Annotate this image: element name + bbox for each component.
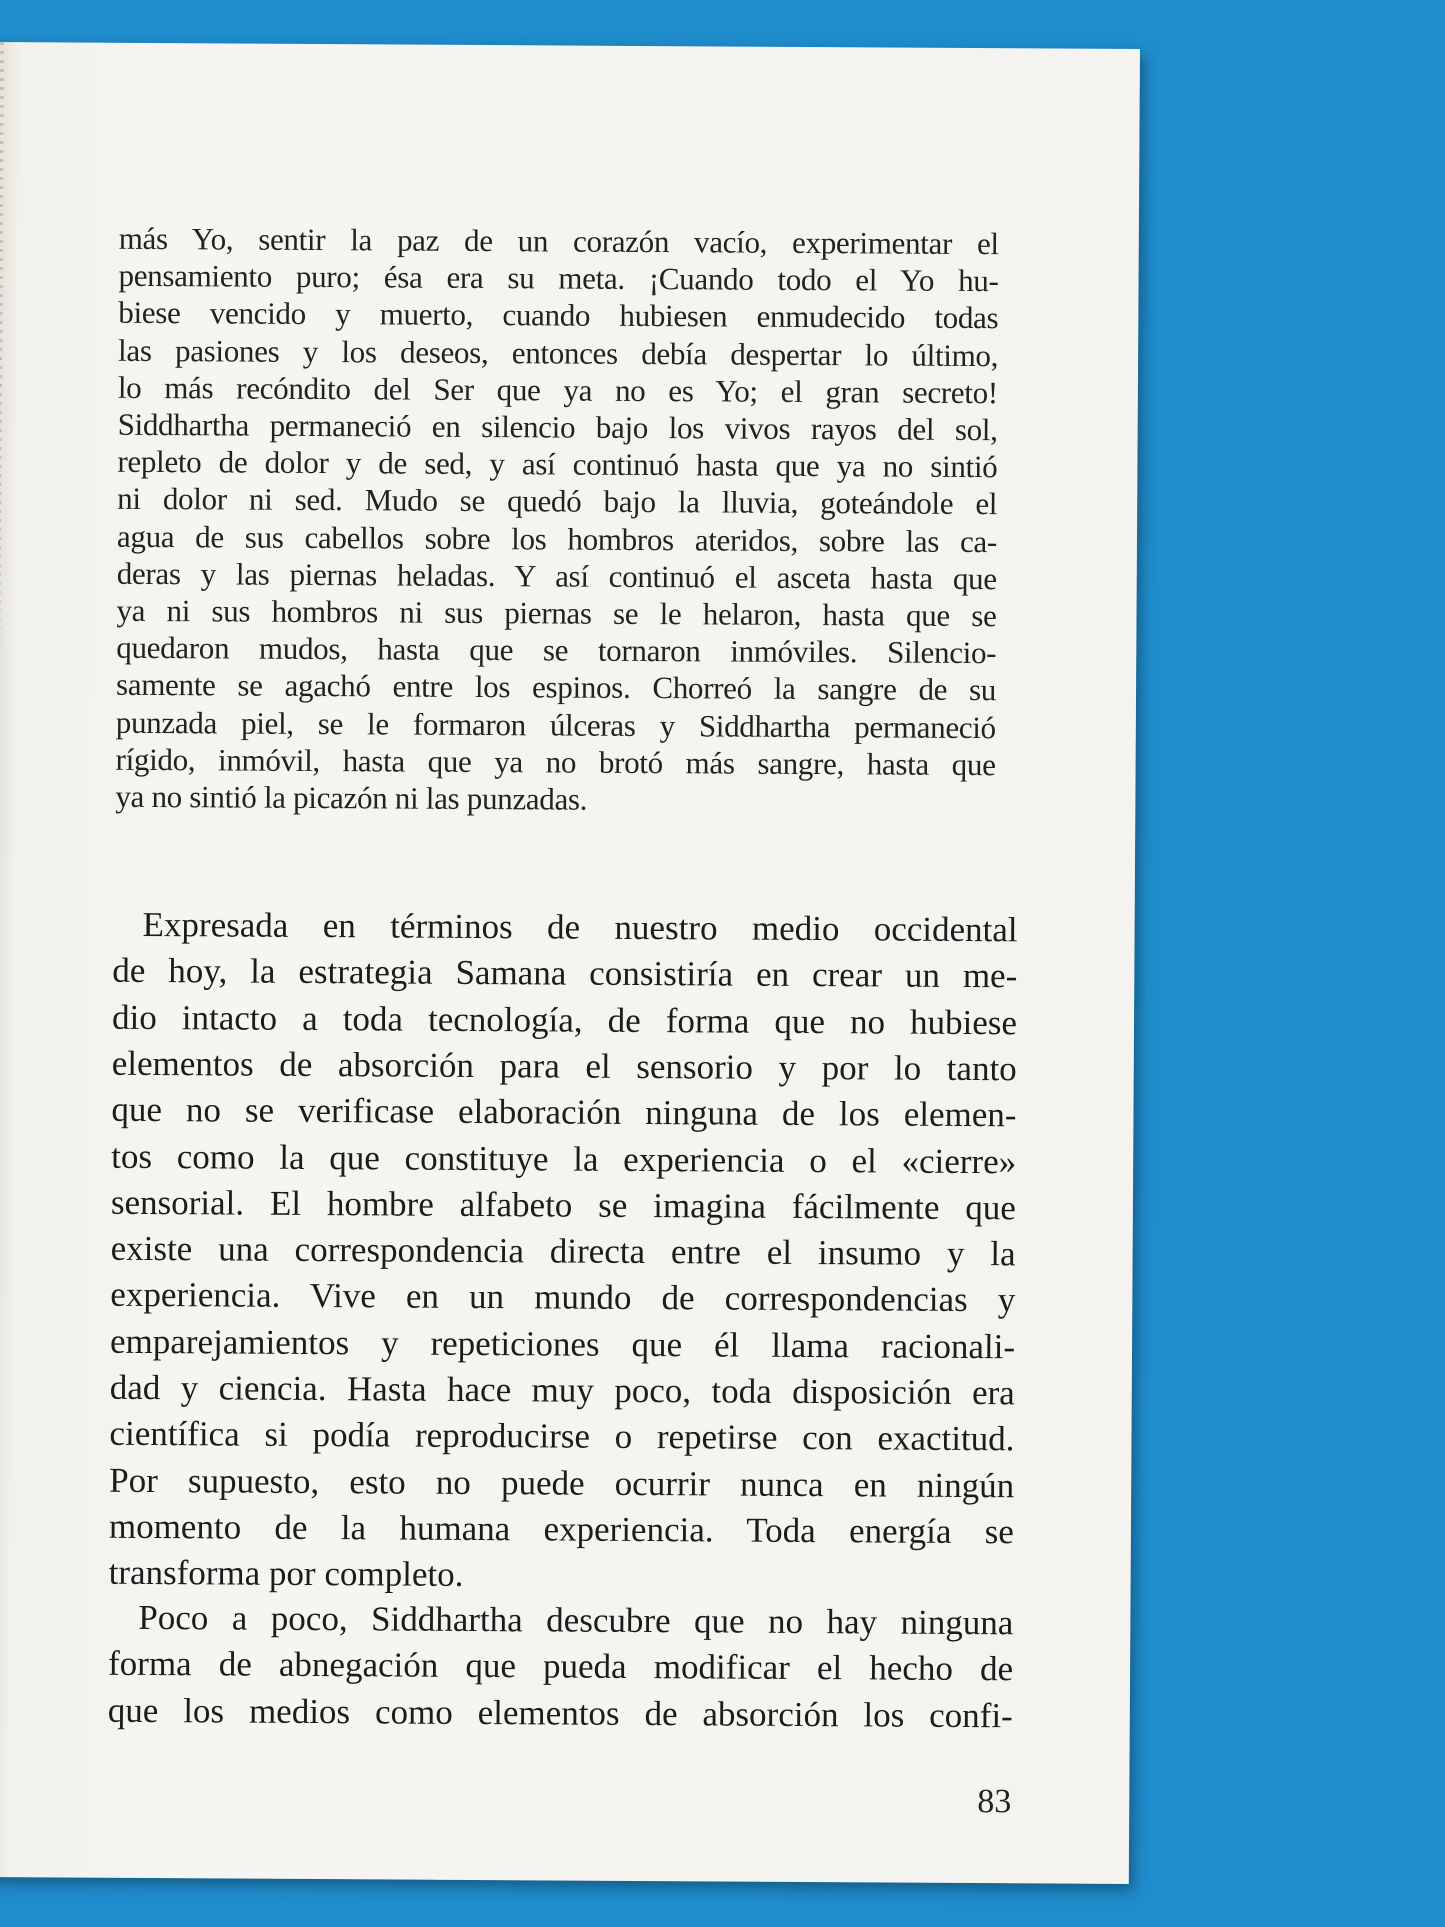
text-line: que no se verificase elaboración ninguna de los elemen-: [111, 1089, 1017, 1135]
text-line: Siddhartha permaneció en silencio bajo los vivos rayos del sol,: [117, 406, 998, 448]
text-line: ni dolor ni sed. Mudo se quedó bajo la lluvia, goteándole el: [117, 481, 998, 522]
text-line: dad y ciencia. Hasta hace muy poco, toda disposición era: [109, 1367, 1015, 1413]
text-line: más Yo, sentir la paz de un corazón vacío, experimentar el: [118, 220, 999, 262]
text-line: las pasiones y los deseos, entonces debía despertar lo último,: [118, 332, 999, 373]
text-line: samente se agachó entre los espinos. Chorreó la sangre de su: [115, 667, 997, 708]
text-line: quedaron mudos, hasta que se tornaron inmóviles. Silencio-: [116, 629, 997, 671]
text-line: Expresada en términos de nuestro medio occidental: [142, 904, 1018, 950]
text-line: existe una correspondencia directa entre el insumo y la: [110, 1228, 1016, 1274]
page-number: 83: [977, 1783, 1012, 1821]
paragraph-1: [0, 42, 1140, 817]
text-line: dio intacto a toda tecnología, de forma que no hubiese: [111, 997, 1018, 1042]
book-page: [0, 42, 1140, 1884]
text-line: lo más recóndito del Ser que ya no es Yo; el gran secreto!: [117, 369, 998, 410]
text-line: científica si podía reproducirse o repetirse con exactitud.: [109, 1414, 1015, 1459]
text-line: rígido, inmóvil, hasta que ya no brotó más sangre, hasta que: [115, 741, 996, 782]
text-line: forma de abnegación que pueda modificar el hecho de: [107, 1644, 1014, 1689]
page-edge: [0, 42, 4, 1877]
text-line: punzada piel, se le formaron úlceras y Siddhartha permaneció: [115, 704, 996, 745]
text-line: momento de la humana experiencia. Toda energía se: [108, 1506, 1015, 1552]
text-line: repleto de dolor y de sed, y así continuó hasta que ya no sintió: [117, 443, 998, 485]
text-line: deras y las piernas heladas. Y así continuó el asceta hasta que: [116, 555, 997, 596]
text-line: ya ni sus hombros ni sus piernas se le helaron, hasta que se: [116, 592, 997, 634]
text-line: agua de sus cabellos sobre los hombros ateridos, sobre las ca-: [116, 518, 998, 559]
text-line: de hoy, la estrategia Samana consistiría en crear un me-: [112, 951, 1018, 996]
text-line: ya no sintió la picazón ni las punzadas.: [115, 778, 588, 817]
text-line: transforma por completo.: [108, 1552, 464, 1595]
text-line: biese vencido y muerto, cuando hubiesen enmudecido todas: [118, 295, 999, 336]
text-line: Poco a poco, Siddhartha descubre que no hay ninguna: [138, 1597, 1014, 1643]
text-line: tos como la que constituye la experiencia o el «cierre»: [111, 1136, 1017, 1181]
text-line: emparejamientos y repeticiones que él llama racionali-: [109, 1321, 1016, 1366]
text-line: que los medios como elementos de absorción los confi-: [107, 1690, 1013, 1735]
text-line: experiencia. Vive en un mundo de correspondencias y: [110, 1275, 1016, 1320]
text-line: pensamiento puro; ésa era su meta. ¡Cuando todo el Yo hu-: [118, 257, 999, 299]
text-line: elementos de absorción para el sensorio y por lo tanto: [111, 1043, 1017, 1089]
text-line: sensorial. El hombre alfabeto se imagina fácilmente que: [110, 1182, 1017, 1228]
text-line: Por supuesto, esto no puede ocurrir nunca en ningún: [109, 1460, 1015, 1505]
